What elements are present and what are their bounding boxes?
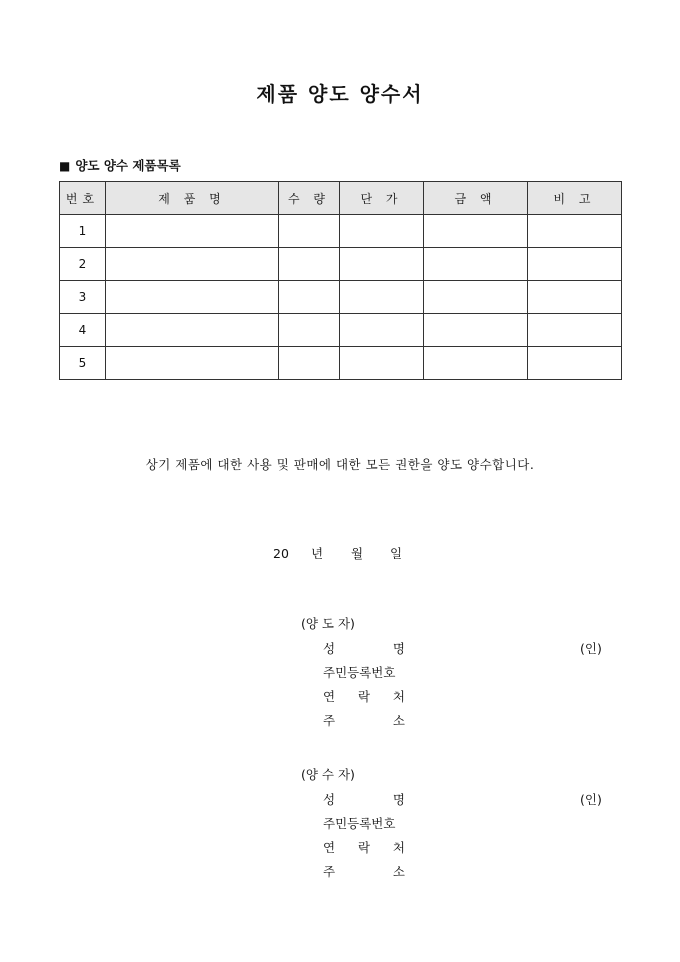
remarks-cell[interactable] <box>528 314 622 347</box>
transferee-id-label: 주민등록번호 <box>323 816 396 831</box>
row-number: 5 <box>60 347 106 380</box>
unit-price-cell[interactable] <box>340 314 424 347</box>
date-line <box>273 544 402 562</box>
row-number: 1 <box>60 215 106 248</box>
product-name-cell[interactable] <box>106 248 279 281</box>
transferee-title: (양 수 자) <box>301 767 355 782</box>
unit-price-cell[interactable] <box>340 281 424 314</box>
header-number: 번호 <box>60 182 106 215</box>
transferor-seal: (인) <box>580 641 602 656</box>
table-row <box>60 314 622 347</box>
row-number: 3 <box>60 281 106 314</box>
unit-price-cell[interactable] <box>340 347 424 380</box>
transferee-address-label: 주 소 <box>323 864 405 879</box>
header-amount: 금 액 <box>424 182 528 215</box>
transferor-name-label: 성 명 <box>323 641 405 656</box>
product-name-cell[interactable] <box>106 347 279 380</box>
quantity-cell[interactable] <box>279 347 340 380</box>
quantity-cell[interactable] <box>279 215 340 248</box>
product-name-cell[interactable] <box>106 281 279 314</box>
table-row <box>60 215 622 248</box>
amount-cell[interactable] <box>424 248 528 281</box>
transfer-statement: 상기 제품에 대한 사용 및 판매에 대한 모든 권한을 양도 양수합니다. <box>145 457 535 472</box>
quantity-cell[interactable] <box>279 281 340 314</box>
product-name-cell[interactable] <box>106 314 279 347</box>
unit-price-cell[interactable] <box>340 215 424 248</box>
amount-cell[interactable] <box>424 347 528 380</box>
transferor-contact-label: 연 락 처 <box>323 689 405 704</box>
remarks-cell[interactable] <box>528 347 622 380</box>
table-row <box>60 248 622 281</box>
month-unit: 월 <box>351 546 364 561</box>
header-quantity: 수 량 <box>279 182 340 215</box>
year-unit: 년 <box>311 546 324 561</box>
section-heading <box>59 156 181 174</box>
square-bullet-icon: ■ <box>59 159 71 173</box>
remarks-cell[interactable] <box>528 215 622 248</box>
transferor-title: (양 도 자) <box>301 616 355 631</box>
amount-cell[interactable] <box>424 215 528 248</box>
transferee-contact-label: 연 락 처 <box>323 840 405 855</box>
section-heading-text: 양도 양수 제품목록 <box>75 158 181 173</box>
row-number: 4 <box>60 314 106 347</box>
table-header-row <box>60 182 622 215</box>
header-product-name: 제 품 명 <box>106 182 279 215</box>
header-remarks: 비 고 <box>528 182 622 215</box>
transferee-seal: (인) <box>580 792 602 807</box>
table-row <box>60 281 622 314</box>
product-list-table <box>59 181 622 380</box>
document-title: 제품 양도 양수서 <box>256 82 424 106</box>
product-name-cell[interactable] <box>106 215 279 248</box>
transferor-id-label: 주민등록번호 <box>323 665 396 680</box>
transferee-name-label: 성 명 <box>323 792 405 807</box>
remarks-cell[interactable] <box>528 281 622 314</box>
header-unit-price: 단 가 <box>340 182 424 215</box>
table-row <box>60 347 622 380</box>
row-number: 2 <box>60 248 106 281</box>
quantity-cell[interactable] <box>279 248 340 281</box>
quantity-cell[interactable] <box>279 314 340 347</box>
amount-cell[interactable] <box>424 314 528 347</box>
transferor-address-label: 주 소 <box>323 713 405 728</box>
day-unit: 일 <box>390 546 403 561</box>
remarks-cell[interactable] <box>528 248 622 281</box>
year-prefix: 20 <box>273 546 289 561</box>
unit-price-cell[interactable] <box>340 248 424 281</box>
amount-cell[interactable] <box>424 281 528 314</box>
